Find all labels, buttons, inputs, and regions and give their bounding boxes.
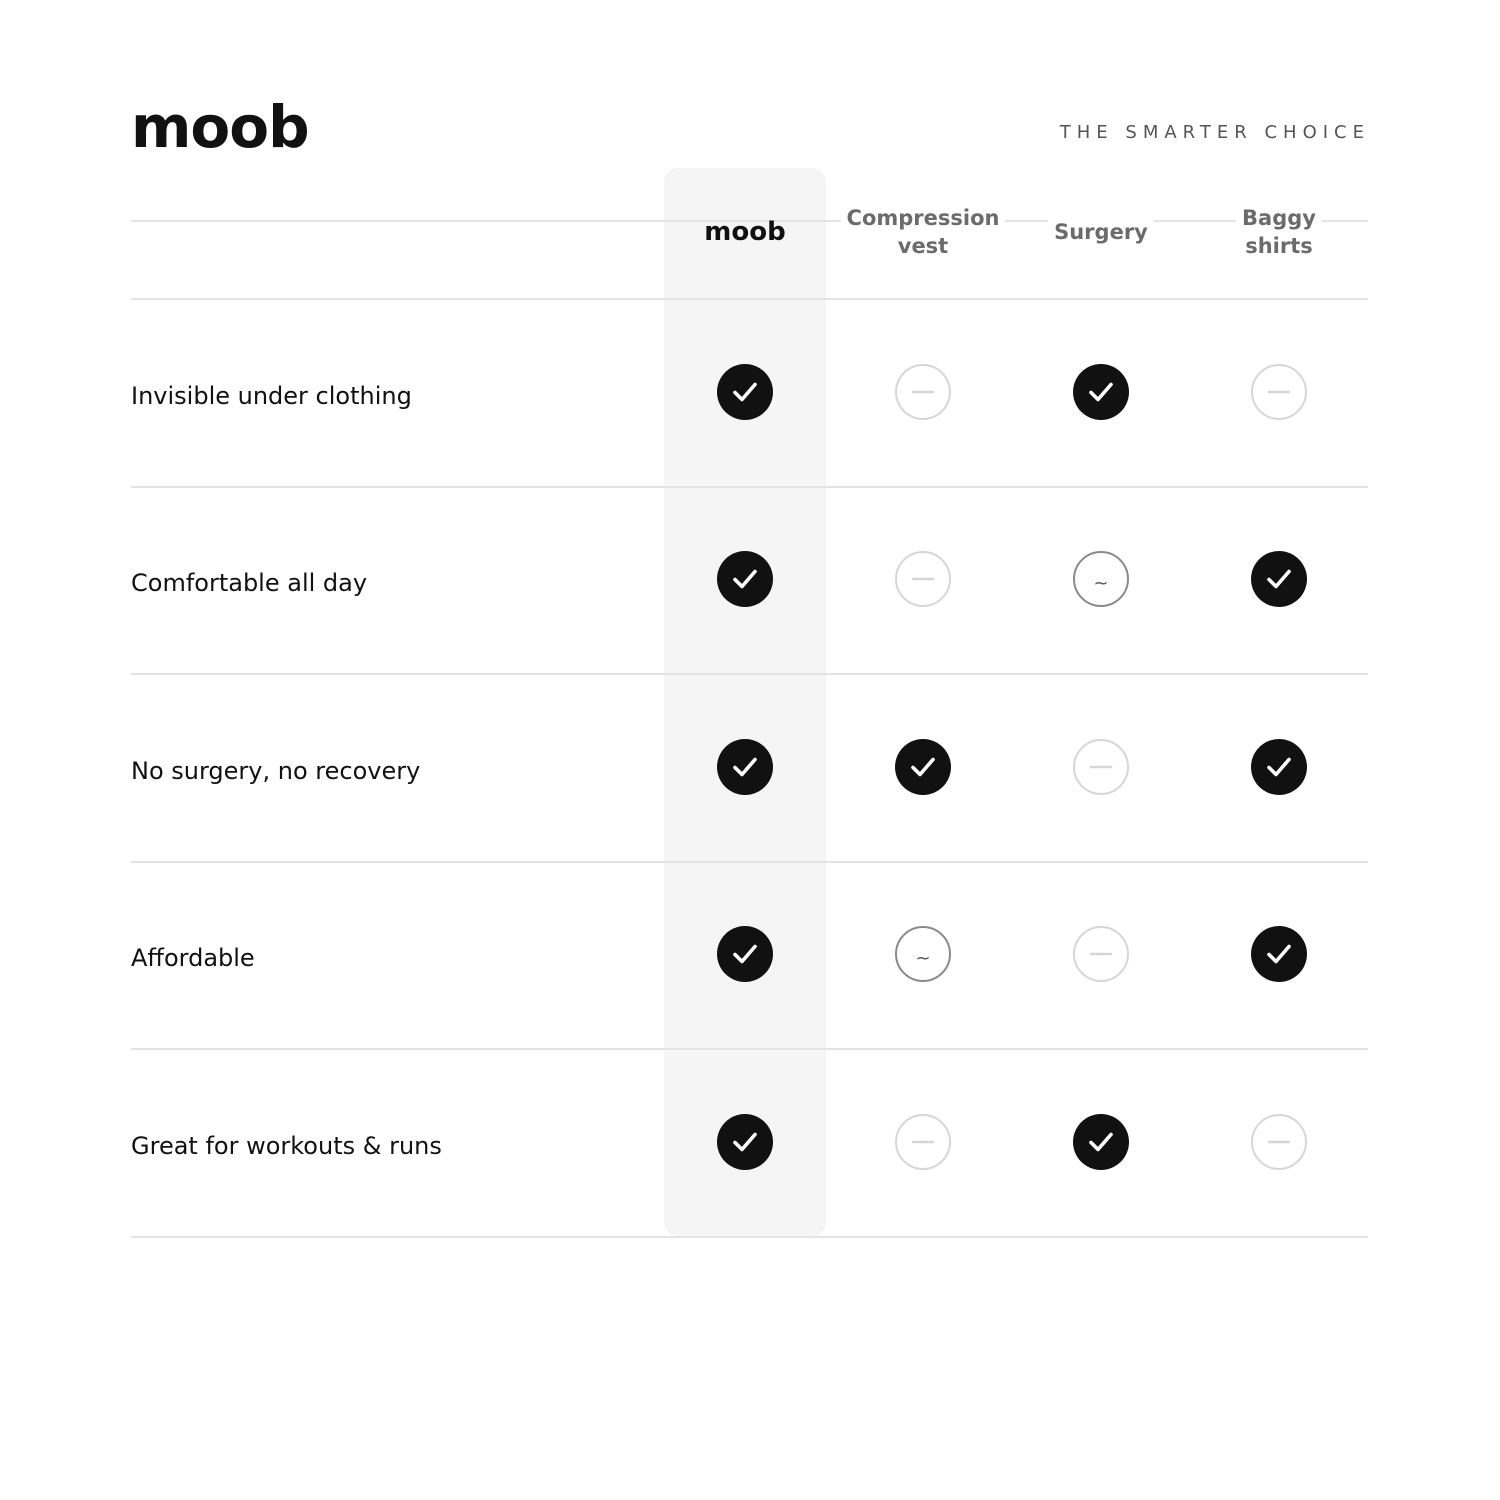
row-label: No surgery, no recovery <box>131 756 421 785</box>
column-header <box>833 202 1013 262</box>
dash-circle-icon <box>1073 926 1129 982</box>
dash-circle-icon <box>895 551 951 607</box>
check-circle-icon <box>717 926 773 982</box>
check-circle-icon <box>1251 551 1307 607</box>
column-header-label: Surgery <box>1048 218 1154 246</box>
row-divider <box>131 1236 1368 1238</box>
column-header <box>655 202 835 262</box>
check-circle-icon <box>895 739 951 795</box>
tilde-symbol: ~ <box>915 947 931 969</box>
column-header <box>1011 202 1191 262</box>
dash-circle-icon <box>1251 1114 1307 1170</box>
check-circle-icon <box>1073 1114 1129 1170</box>
row-divider <box>131 861 1368 863</box>
row-label: Affordable <box>131 944 255 973</box>
check-circle-icon <box>717 551 773 607</box>
highlight-column <box>664 168 826 1236</box>
tilde-circle-icon <box>895 926 951 982</box>
dash-circle-icon <box>1251 364 1307 420</box>
tilde-circle-icon <box>1073 551 1129 607</box>
row-divider <box>131 673 1368 675</box>
column-header <box>1189 202 1369 262</box>
row-label: Great for workouts & runs <box>131 1131 442 1160</box>
brand-logo: moob <box>131 93 309 161</box>
row-label: Comfortable all day <box>131 569 368 598</box>
dash-circle-icon <box>1073 739 1129 795</box>
row-label: Invisible under clothing <box>131 381 412 410</box>
dash-circle-icon <box>895 1114 951 1170</box>
row-divider <box>131 486 1368 488</box>
header-bottom-divider <box>131 298 1368 300</box>
column-header-label: Compression vest <box>841 204 1006 260</box>
check-circle-icon <box>1251 926 1307 982</box>
tagline: THE SMARTER CHOICE <box>1059 122 1370 143</box>
column-header-label: Baggy shirts <box>1236 204 1322 260</box>
check-circle-icon <box>1251 739 1307 795</box>
column-header-label: moob <box>704 217 786 247</box>
row-divider <box>131 1048 1368 1050</box>
check-circle-icon <box>717 739 773 795</box>
check-circle-icon <box>1073 364 1129 420</box>
dash-circle-icon <box>895 364 951 420</box>
check-circle-icon <box>717 364 773 420</box>
tilde-symbol: ~ <box>1093 572 1109 594</box>
check-circle-icon <box>717 1114 773 1170</box>
